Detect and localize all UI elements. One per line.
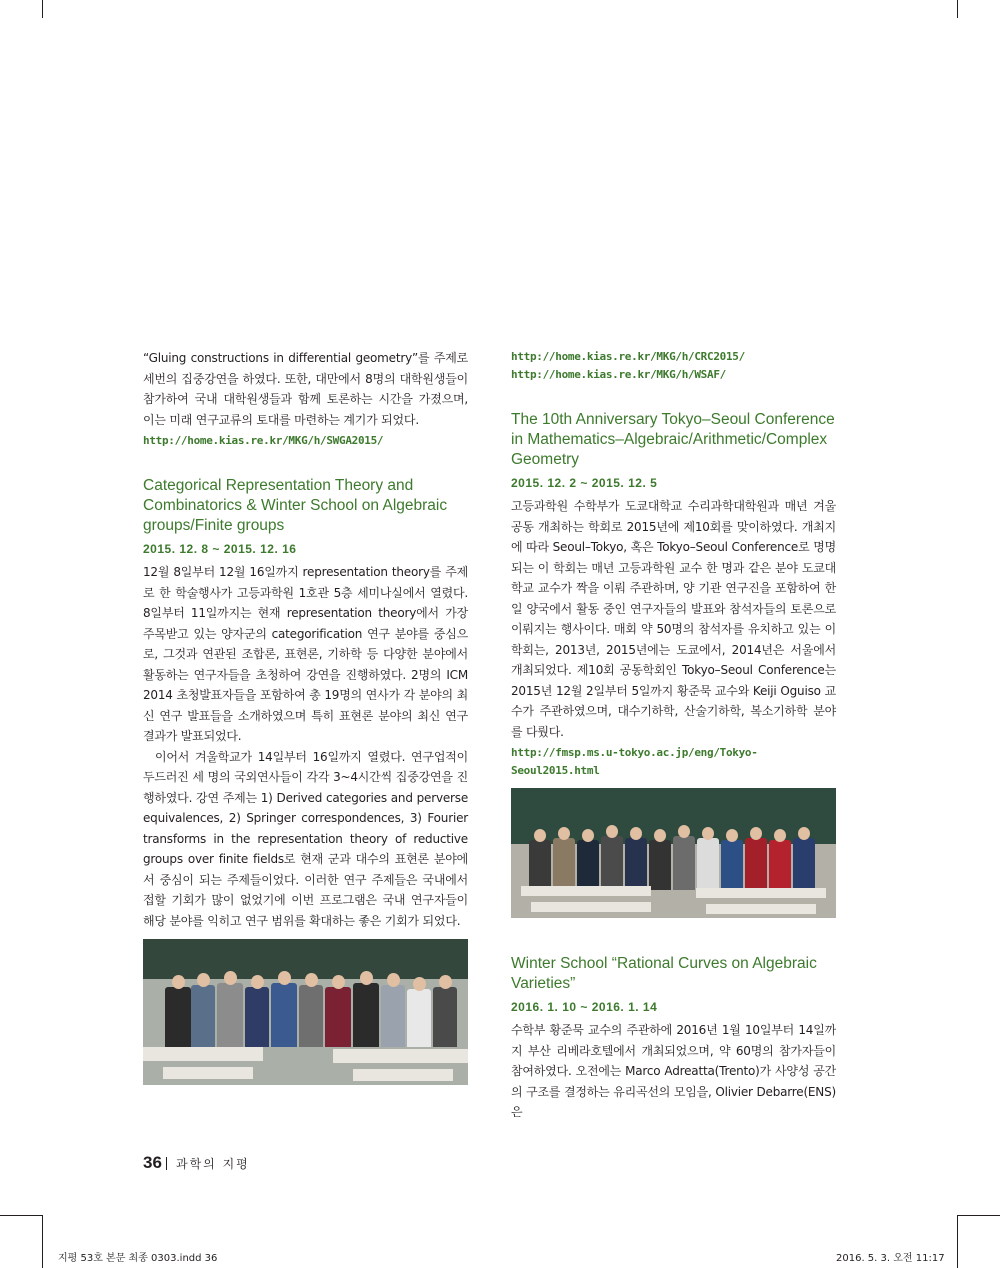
group-photo-tokyo-seoul: [511, 788, 836, 918]
section-date-categorical: 2015. 12. 8 ~ 2015. 12. 16: [143, 542, 297, 556]
link-tokyo-seoul-2015[interactable]: http://fmsp.ms.u-tokyo.ac.jp/eng/Tokyo-Seoul2015.html: [511, 746, 758, 777]
right-column: [511, 348, 836, 1123]
section-date-winter-school: 2016. 1. 10 ~ 2016. 1. 14: [511, 1000, 658, 1014]
print-slug-file: 지평 53호 본문 최종 0303.indd 36: [58, 1253, 218, 1264]
crop-mark: [0, 1215, 42, 1216]
crop-mark: [42, 0, 43, 18]
paragraph-winter-school: 수학부 황준묵 교수의 주관하에 2016년 1월 10일부터 14일까지 부산 리베라호텔에서 개최되었으며, 약 60명의 참가자들이 참여하였다. 오전에는 Marco Adreatta(Trento)가 사양성 공간의 구조를 결정하는 유리곡선의 모임을, Olivier Debarre(ENS)은: [511, 1023, 836, 1119]
section-title-winter-school: Winter School “Rational Curves on Algebraic Varieties”: [511, 955, 817, 992]
crop-mark: [42, 1215, 43, 1268]
crop-mark: [957, 1215, 958, 1268]
group-photo-winter-school: [143, 939, 468, 1085]
crop-mark: [958, 1215, 1000, 1216]
paragraph-tokyo-seoul: 고등과학원 수학부가 도쿄대학교 수리과학대학원과 매년 겨울 공동 개최하는 학회로 2015년에 제10회를 맞이하였다. 개최지에 따라 Seoul–Tokyo, 혹은 Tokyo–Seoul Conference로 명명되는 이 학회는 매년 고등과학원 교수 한 명과 같은 분야 도쿄대학교 교수가 짝을 이뤄 주관하며, 양 기관 연구진을 포함하여 한일 양국에서 활동 중인 연구자들의 발표와 참석자들의 토론으로 이뤄지는 행사이다. 매회 약 50명의 참석자를 유치하고 있는 이 학회는, 2013년, 2015년에는 도쿄에서, 2014년은 서울에서 개최되었다. 제10회 공동학회인 Tokyo–Seoul Conference는 2015년 12월 2일부터 5일까지 황준묵 교수와 Keiji Oguiso 교수가 주관하였으며, 대수기하학, 산술기하학, 복소기하학 분야를 다뤘다.: [511, 499, 836, 739]
section-title-categorical: Categorical Representation Theory and Combinatorics & Winter School on Algebraic groups/Finite groups: [143, 477, 448, 534]
link-crc2015[interactable]: http://home.kias.re.kr/MKG/h/CRC2015/: [511, 350, 745, 363]
left-column: [143, 348, 468, 1085]
link-swga2015[interactable]: http://home.kias.re.kr/MKG/h/SWGA2015/: [143, 434, 384, 447]
intro-paragraph: “Gluing constructions in differential geometry”를 주제로 세번의 집중강연을 하였다. 또한, 대만에서 8명의 대학원생들이 참가하여 국내 대학원생들과 함께 토론하는 시간을 가졌으며, 이는 미래 연구교류의 토대를 마련하는 계기가 되었다.: [143, 351, 468, 427]
print-slug-timestamp: 2016. 5. 3. 오전 11:17: [836, 1253, 945, 1264]
page-number: 36: [143, 1153, 162, 1172]
section-title-tokyo-seoul: The 10th Anniversary Tokyo–Seoul Conference in Mathematics–Algebraic/Arithmetic/Complex Geometry: [511, 411, 835, 468]
paragraph-categorical-1: 12월 8일부터 12월 16일까지 representation theory를 주제로 한 학술행사가 고등과학원 1호관 5층 세미나실에서 열렸다. 8일부터 11일까지는 현재 representation theory에서 가장 주목받고 있는 양자군의 categorification 연구 분야를 중심으로, 그것과 연관된 조합론, 표현론, 기하학 등 다양한 분야에서 활동하는 연구자들을 초청하여 강연을 진행하였다. 2명의 ICM 2014 초청발표자들을 포함하여 총 19명의 연사가 각 분야의 최신 연구 발표들을 소개하였으며 특히 표현론 분야의 최신 연구 결과가 발표되었다.: [143, 565, 468, 743]
magazine-title: 과학의 지평: [176, 1157, 250, 1171]
section-date-tokyo-seoul: 2015. 12. 2 ~ 2015. 12. 5: [511, 476, 658, 490]
paragraph-categorical-2: 이어서 겨울학교가 14일부터 16일까지 열렸다. 연구업적이 두드러진 세 명의 국외연사들이 각각 3~4시간씩 집중강연을 진행하였다. 강연 주제는 1) Derived categories and perverse equivalences, 2) Springer correspondences, 3) Fourier transforms in the representation theory of reductive groups over finite fields로 현재 군과 대수의 표현론 분야에서 중심이 되는 주제들이었다. 이러한 연구 주제들은 국내에서 접할 기회가 많이 없었기에 이번 프로그램은 국내 연구자들이 해당 분야를 익히고 연구 범위를 확대하는 좋은 기회가 되었다.: [143, 749, 468, 928]
link-wsaf[interactable]: http://home.kias.re.kr/MKG/h/WSAF/: [511, 368, 726, 381]
footer-divider: [166, 1157, 167, 1170]
crop-mark: [957, 0, 958, 18]
